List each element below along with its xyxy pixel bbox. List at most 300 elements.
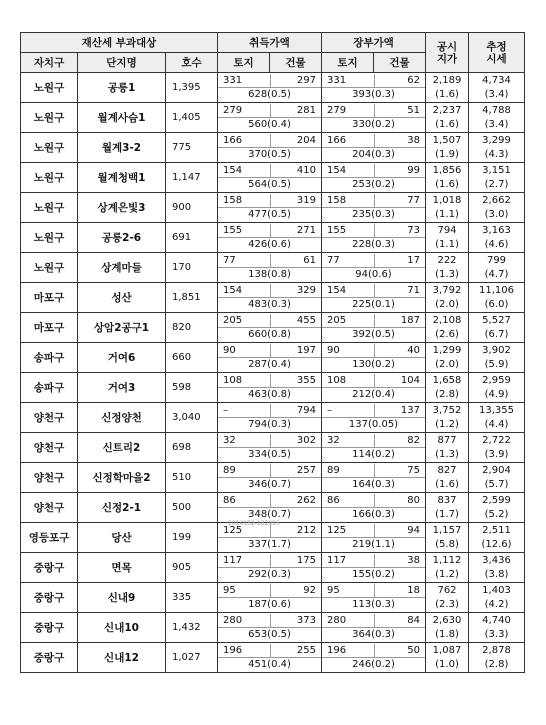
book-total-value: 113(0.3) (352, 598, 395, 610)
estimated-value: 5,527 (482, 314, 511, 326)
cell-estimated-price (469, 613, 525, 643)
book-bldg-value: 38 (407, 554, 420, 566)
book-land-value: 280 (327, 614, 347, 626)
acq-total-value: 660(0.8) (248, 328, 291, 340)
cell-estimated-price (469, 403, 525, 433)
cell-complex-name: 월계사슴1 (78, 103, 166, 133)
estimated-ratio: (4.6) (484, 238, 509, 250)
official-ratio: (1.0) (435, 658, 459, 670)
official-ratio: (2.3) (435, 598, 459, 610)
acq-land-value: 117 (223, 554, 243, 566)
table-row (21, 373, 525, 403)
cell-units: 1,405 (166, 103, 218, 133)
acq-bldg-value: 302 (296, 434, 316, 446)
cell-official-price (426, 553, 469, 583)
acq-total-value: 477(0.5) (248, 208, 291, 220)
book-bldg-value: 75 (407, 464, 420, 476)
acq-total-value: 187(0.6) (248, 598, 291, 610)
cell-book-value (322, 193, 426, 223)
official-value: 1,507 (432, 134, 462, 146)
book-bldg-value: 40 (407, 344, 420, 356)
official-ratio: (1.6) (435, 88, 459, 100)
cell-book-value (322, 553, 426, 583)
acq-land-value: 108 (223, 374, 243, 386)
cell-official-price (426, 463, 469, 493)
cell-units: 1,395 (166, 73, 218, 103)
official-value: 1,087 (432, 644, 462, 656)
cell-estimated-price (469, 583, 525, 613)
cell-complex-name: 성산 (78, 283, 166, 313)
book-bldg-value: 62 (407, 74, 420, 86)
cell-units: 598 (166, 373, 218, 403)
official-value: 3,792 (432, 284, 462, 296)
book-land-value: 166 (327, 134, 347, 146)
table-row (21, 223, 525, 253)
cell-gu: 중랑구 (21, 643, 78, 673)
official-ratio: (1.2) (435, 568, 459, 580)
cell-official-price (426, 73, 469, 103)
table-row (21, 643, 525, 673)
estimated-value: 2,722 (482, 434, 511, 446)
official-ratio: (1.6) (435, 478, 459, 490)
watermark: 2014182-182095 (228, 520, 280, 527)
book-land-value: 205 (327, 314, 347, 326)
acq-total-value: 560(0.4) (248, 118, 291, 130)
cell-book-value (322, 223, 426, 253)
book-bldg-value: 187 (400, 314, 420, 326)
book-land-value: 95 (327, 584, 340, 596)
official-value: 2,108 (432, 314, 462, 326)
cell-official-price (426, 373, 469, 403)
acq-total-value: 426(0.6) (248, 238, 291, 250)
acq-total-value: 628(0.5) (248, 88, 291, 100)
official-ratio: (1.7) (435, 508, 459, 520)
cell-gu: 노원구 (21, 133, 78, 163)
cell-complex-name: 신정학마을2 (78, 463, 166, 493)
cell-units: 660 (166, 343, 218, 373)
cell-units: 1,432 (166, 613, 218, 643)
cell-estimated-price (469, 433, 525, 463)
book-bldg-value: 51 (407, 104, 420, 116)
estimated-value: 2,662 (482, 194, 511, 206)
acq-land-value: 155 (223, 224, 243, 236)
estimated-ratio: (12.6) (481, 538, 512, 550)
book-land-value: 331 (327, 74, 347, 86)
official-value: 1,658 (432, 374, 462, 386)
official-value: 827 (437, 464, 457, 476)
table-row (21, 523, 525, 553)
official-value: 2,237 (432, 104, 462, 116)
acq-bldg-value: 175 (296, 554, 316, 566)
cell-acquisition (218, 613, 322, 643)
cell-complex-name: 면목 (78, 553, 166, 583)
acq-bldg-value: 281 (296, 104, 316, 116)
estimated-ratio: (3.4) (484, 118, 509, 130)
property-table (20, 32, 525, 673)
acq-bldg-value: 212 (296, 524, 316, 536)
official-ratio: (5.8) (435, 538, 459, 550)
estimated-value: 2,904 (482, 464, 511, 476)
cell-complex-name: 신내10 (78, 613, 166, 643)
cell-acquisition (218, 433, 322, 463)
table-row (21, 103, 525, 133)
cell-acquisition (218, 463, 322, 493)
cell-official-price (426, 583, 469, 613)
table-row (21, 283, 525, 313)
cell-gu: 양천구 (21, 403, 78, 433)
acq-total-value: 292(0.3) (248, 568, 291, 580)
table-row (21, 253, 525, 283)
estimated-value: 3,436 (482, 554, 511, 566)
estimated-value: 2,599 (482, 494, 511, 506)
table-row (21, 583, 525, 613)
cell-official-price (426, 103, 469, 133)
table-row (21, 433, 525, 463)
cell-gu: 양천구 (21, 463, 78, 493)
table-row (21, 133, 525, 163)
official-ratio: (1.6) (435, 178, 459, 190)
acq-total-value: 138(0.8) (248, 268, 291, 280)
acq-land-value: 154 (223, 164, 243, 176)
estimated-value: 13,355 (479, 404, 514, 416)
cell-units: 3,040 (166, 403, 218, 433)
book-bldg-value: 50 (407, 644, 420, 656)
cell-book-value (322, 433, 426, 463)
official-ratio: (1.2) (435, 418, 459, 430)
cell-estimated-price (469, 343, 525, 373)
cell-complex-name: 신트리2 (78, 433, 166, 463)
official-ratio: (1.9) (435, 148, 459, 160)
cell-complex-name: 신내9 (78, 583, 166, 613)
cell-acquisition (218, 253, 322, 283)
book-land-value: 155 (327, 224, 347, 236)
header-book-land: 토지 (322, 53, 374, 73)
acq-land-value: 279 (223, 104, 243, 116)
cell-estimated-price (469, 283, 525, 313)
estimated-ratio: (5.9) (484, 358, 509, 370)
cell-complex-name: 신정양천 (78, 403, 166, 433)
cell-book-value (322, 403, 426, 433)
estimated-ratio: (3.9) (484, 448, 509, 460)
book-bldg-value: 82 (407, 434, 420, 446)
official-value: 222 (437, 254, 457, 266)
book-land-value: 77 (327, 254, 340, 266)
cell-gu: 송파구 (21, 373, 78, 403)
acq-land-value: 154 (223, 284, 243, 296)
cell-gu: 노원구 (21, 223, 78, 253)
cell-estimated-price (469, 463, 525, 493)
cell-book-value (322, 373, 426, 403)
estimated-value: 799 (486, 254, 507, 266)
cell-acquisition (218, 313, 322, 343)
cell-book-value (322, 613, 426, 643)
book-bldg-value: 71 (407, 284, 420, 296)
acq-total-value: 337(1.7) (248, 538, 291, 550)
cell-units: 691 (166, 223, 218, 253)
acq-bldg-value: 410 (296, 164, 316, 176)
cell-units: 510 (166, 463, 218, 493)
cell-estimated-price (469, 373, 525, 403)
cell-gu: 노원구 (21, 103, 78, 133)
cell-book-value (322, 73, 426, 103)
book-land-value: – (327, 404, 332, 416)
header-subject: 재산세 부과대상 (21, 33, 218, 53)
book-total-value: 204(0.3) (352, 148, 395, 160)
cell-units: 900 (166, 193, 218, 223)
cell-units: 1,027 (166, 643, 218, 673)
acq-total-value: 483(0.3) (248, 298, 291, 310)
cell-gu: 양천구 (21, 433, 78, 463)
cell-official-price (426, 433, 469, 463)
cell-complex-name: 신정2-1 (78, 493, 166, 523)
book-bldg-value: 17 (407, 254, 420, 266)
book-land-value: 117 (327, 554, 347, 566)
acq-land-value: 95 (223, 584, 236, 596)
acq-total-value: 370(0.5) (248, 148, 291, 160)
cell-units: 698 (166, 433, 218, 463)
cell-official-price (426, 223, 469, 253)
estimated-ratio: (4.2) (484, 598, 509, 610)
book-land-value: 32 (327, 434, 340, 446)
cell-estimated-price (469, 133, 525, 163)
cell-book-value (322, 313, 426, 343)
acq-total-value: 348(0.7) (248, 508, 291, 520)
official-ratio: (2.0) (435, 298, 459, 310)
official-value: 1,018 (432, 194, 462, 206)
acq-bldg-value: 329 (296, 284, 316, 296)
book-bldg-value: 38 (407, 134, 420, 146)
acq-bldg-value: 297 (296, 74, 316, 86)
estimated-ratio: (5.7) (484, 478, 509, 490)
cell-estimated-price (469, 163, 525, 193)
acq-total-value: 334(0.5) (248, 448, 291, 460)
cell-estimated-price (469, 223, 525, 253)
official-ratio: (1.1) (435, 208, 459, 220)
book-total-value: 166(0.3) (352, 508, 395, 520)
cell-units: 500 (166, 493, 218, 523)
book-land-value: 125 (327, 524, 347, 536)
book-bldg-value: 80 (407, 494, 420, 506)
book-land-value: 90 (327, 344, 340, 356)
cell-units: 905 (166, 553, 218, 583)
official-value: 1,299 (432, 344, 462, 356)
book-total-value: 235(0.3) (352, 208, 395, 220)
official-ratio: (1.1) (435, 238, 459, 250)
cell-complex-name: 당산 (78, 523, 166, 553)
cell-gu: 영등포구 (21, 523, 78, 553)
acq-total-value: 794(0.3) (248, 418, 291, 430)
acq-land-value: 280 (223, 614, 243, 626)
book-total-value: 219(1.1) (352, 538, 395, 550)
estimated-ratio: (6.7) (484, 328, 509, 340)
book-bldg-value: 77 (407, 194, 420, 206)
official-value: 1,157 (432, 524, 462, 536)
book-total-value: 393(0.3) (352, 88, 395, 100)
cell-acquisition (218, 223, 322, 253)
cell-complex-name: 거여6 (78, 343, 166, 373)
cell-estimated-price (469, 313, 525, 343)
cell-units: 335 (166, 583, 218, 613)
book-land-value: 158 (327, 194, 347, 206)
acq-bldg-value: 373 (296, 614, 316, 626)
cell-complex-name: 월계청백1 (78, 163, 166, 193)
cell-complex-name: 상암2공구1 (78, 313, 166, 343)
book-bldg-value: 84 (407, 614, 420, 626)
cell-gu: 송파구 (21, 343, 78, 373)
cell-official-price (426, 253, 469, 283)
header-acquisition: 취득가액 (218, 33, 322, 53)
official-ratio: (2.8) (435, 388, 459, 400)
book-land-value: 108 (327, 374, 347, 386)
cell-book-value (322, 253, 426, 283)
acq-land-value: 90 (223, 344, 236, 356)
cell-acquisition (218, 373, 322, 403)
acq-land-value: 89 (223, 464, 236, 476)
estimated-ratio: (4.4) (484, 418, 509, 430)
book-land-value: 86 (327, 494, 340, 506)
cell-book-value (322, 103, 426, 133)
acq-bldg-value: 262 (296, 494, 316, 506)
cell-official-price (426, 613, 469, 643)
cell-complex-name: 공릉1 (78, 73, 166, 103)
book-total-value: 228(0.3) (352, 238, 395, 250)
cell-gu: 중랑구 (21, 583, 78, 613)
cell-book-value (322, 523, 426, 553)
header-name: 단지명 (78, 53, 166, 73)
acq-land-value: 196 (223, 644, 243, 656)
acq-land-value: – (223, 404, 228, 416)
table-row (21, 343, 525, 373)
cell-acquisition (218, 643, 322, 673)
cell-estimated-price (469, 253, 525, 283)
estimated-value: 4,740 (482, 614, 511, 626)
cell-acquisition (218, 583, 322, 613)
cell-official-price (426, 403, 469, 433)
official-ratio: (2.0) (435, 358, 459, 370)
header-estimated-price: 추정 시세 (469, 33, 525, 73)
cell-acquisition (218, 403, 322, 433)
cell-acquisition (218, 133, 322, 163)
header-book-bldg: 건물 (374, 53, 426, 73)
cell-acquisition (218, 283, 322, 313)
acq-bldg-value: 92 (303, 584, 316, 596)
property-table-wrapper (20, 32, 525, 673)
estimated-value: 2,878 (482, 644, 511, 656)
cell-official-price (426, 193, 469, 223)
cell-official-price (426, 133, 469, 163)
book-land-value: 196 (327, 644, 347, 656)
official-value: 1,112 (432, 554, 462, 566)
book-bldg-value: 104 (400, 374, 420, 386)
cell-complex-name: 상계은빛3 (78, 193, 166, 223)
acq-bldg-value: 197 (296, 344, 316, 356)
acq-land-value: 166 (223, 134, 243, 146)
book-land-value: 154 (327, 164, 347, 176)
cell-gu: 노원구 (21, 193, 78, 223)
book-total-value: 364(0.3) (352, 628, 395, 640)
estimated-ratio: (4.3) (484, 148, 509, 160)
acq-total-value: 463(0.8) (248, 388, 291, 400)
table-row (21, 73, 525, 103)
header-units: 호수 (166, 53, 218, 73)
book-total-value: 330(0.2) (352, 118, 395, 130)
book-total-value: 114(0.2) (352, 448, 395, 460)
official-value: 794 (437, 224, 457, 236)
acq-bldg-value: 355 (296, 374, 316, 386)
table-row (21, 493, 525, 523)
cell-complex-name: 신내12 (78, 643, 166, 673)
estimated-ratio: (3.3) (484, 628, 509, 640)
cell-book-value (322, 163, 426, 193)
official-value: 877 (437, 434, 457, 446)
cell-complex-name: 상계마들 (78, 253, 166, 283)
estimated-value: 3,151 (482, 164, 511, 176)
cell-units: 775 (166, 133, 218, 163)
acq-bldg-value: 271 (296, 224, 316, 236)
acq-total-value: 451(0.4) (248, 658, 291, 670)
official-value: 3,752 (432, 404, 462, 416)
cell-complex-name: 공릉2-6 (78, 223, 166, 253)
cell-acquisition (218, 193, 322, 223)
estimated-ratio: (3.4) (484, 88, 509, 100)
official-value: 762 (437, 584, 457, 596)
acq-total-value: 653(0.5) (248, 628, 291, 640)
cell-units: 170 (166, 253, 218, 283)
cell-estimated-price (469, 523, 525, 553)
estimated-ratio: (4.7) (484, 268, 509, 280)
book-bldg-value: 99 (407, 164, 420, 176)
official-ratio: (2.6) (435, 328, 459, 340)
cell-acquisition (218, 493, 322, 523)
cell-book-value (322, 343, 426, 373)
acq-total-value: 346(0.7) (248, 478, 291, 490)
estimated-ratio: (3.8) (484, 568, 509, 580)
book-total-value: 392(0.5) (352, 328, 395, 340)
cell-gu: 중랑구 (21, 613, 78, 643)
estimated-value: 2,959 (482, 374, 511, 386)
estimated-value: 4,788 (482, 104, 511, 116)
book-land-value: 89 (327, 464, 340, 476)
cell-official-price (426, 643, 469, 673)
cell-gu: 노원구 (21, 253, 78, 283)
estimated-value: 3,299 (482, 134, 511, 146)
cell-gu: 중랑구 (21, 553, 78, 583)
acq-land-value: 77 (223, 254, 236, 266)
table-body (21, 73, 525, 673)
official-value: 2,630 (432, 614, 462, 626)
estimated-ratio: (2.8) (484, 658, 509, 670)
estimated-value: 1,403 (482, 584, 511, 596)
cell-gu: 마포구 (21, 313, 78, 343)
acq-land-value: 32 (223, 434, 236, 446)
cell-complex-name: 거여3 (78, 373, 166, 403)
table-row (21, 403, 525, 433)
acq-bldg-value: 204 (296, 134, 316, 146)
estimated-value: 3,163 (482, 224, 511, 236)
table-row (21, 193, 525, 223)
acq-total-value: 564(0.5) (248, 178, 291, 190)
cell-estimated-price (469, 493, 525, 523)
cell-official-price (426, 163, 469, 193)
cell-official-price (426, 523, 469, 553)
official-value: 2,189 (432, 74, 462, 86)
cell-units: 820 (166, 313, 218, 343)
estimated-ratio: (6.0) (484, 298, 509, 310)
book-bldg-value: 94 (407, 524, 420, 536)
cell-official-price (426, 283, 469, 313)
header-official-price: 공시 지가 (426, 33, 469, 73)
acq-bldg-value: 794 (296, 404, 316, 416)
